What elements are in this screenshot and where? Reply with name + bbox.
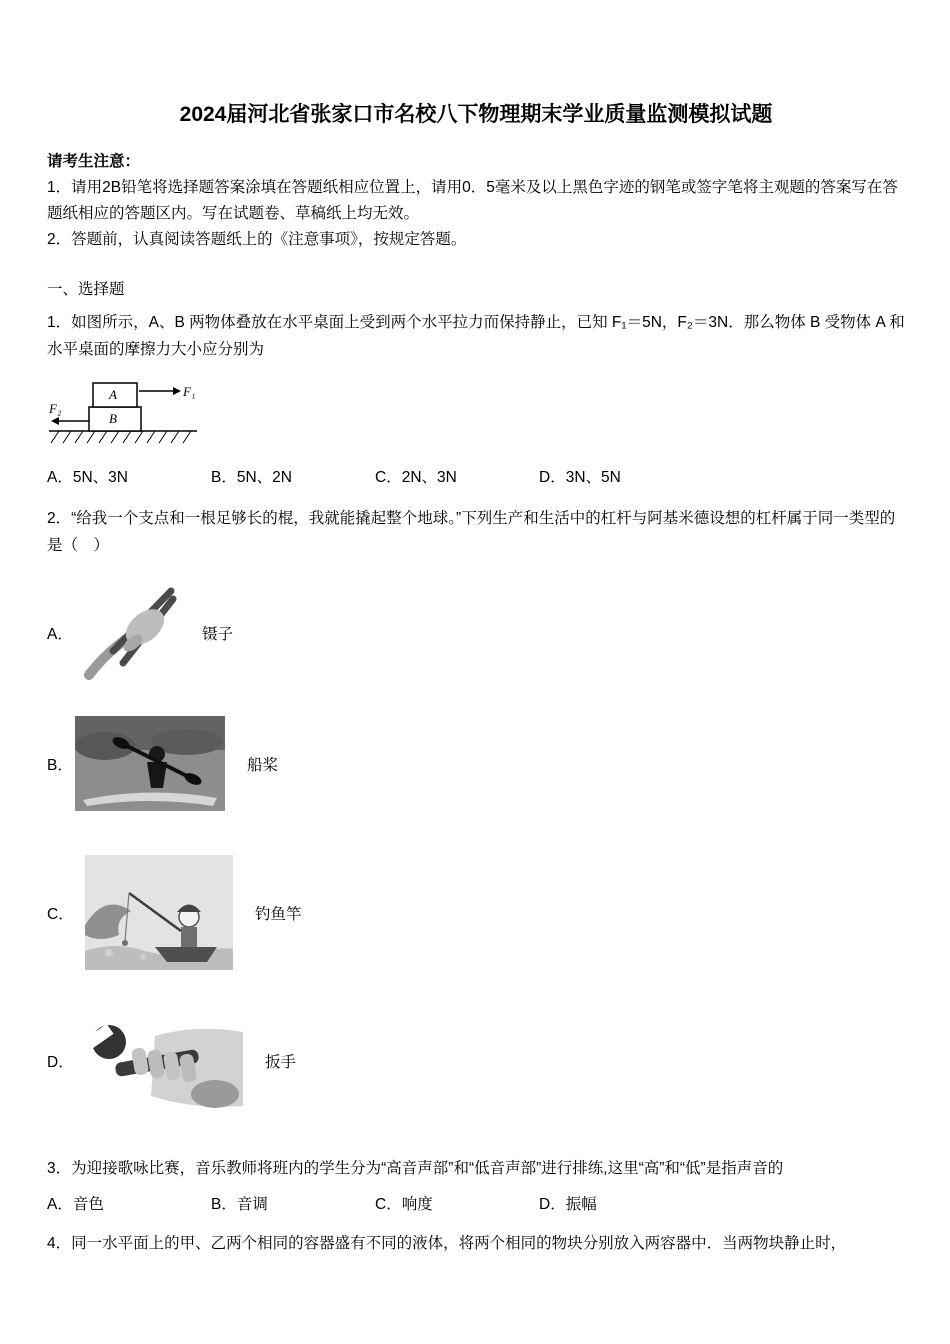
block-a-label: A <box>109 387 117 403</box>
q2-option-b <box>47 716 905 811</box>
question-4-text: 4．同一水平面上的甲、乙两个相同的容器盛有不同的液体，将两个相同的物块分别放入两容器中．当两物块静止时， <box>47 1235 847 1253</box>
stacked-blocks-diagram <box>47 373 205 455</box>
q2-option-a-label: A． <box>47 625 73 643</box>
q1-option-d: D．3N、5N <box>539 469 621 487</box>
q3-option-b: B．音调 <box>211 1196 268 1214</box>
notice-item-2: 2．答题前，认真阅读答题纸上的《注意事项》，按规定答题。 <box>47 231 467 249</box>
kayak-oar-image <box>75 716 225 811</box>
q2-option-d-caption: 扳手 <box>265 1053 297 1071</box>
section-heading-multiple-choice: 一、选择题 <box>47 281 125 299</box>
fishing-illustration <box>85 855 233 970</box>
tweezers-image <box>75 585 180 680</box>
q2-option-b-caption: 船桨 <box>247 756 279 774</box>
q2-option-c-caption: 钓鱼竿 <box>255 905 302 923</box>
wrench-illustration <box>75 1008 243 1113</box>
question-2-text: 2．“给我一个支点和一根足够长的棍，我就能撬起整个地球。”下列生产和生活中的杠杆与阿基米德设想的杠杆属于同一类型的是（ ） <box>47 510 896 555</box>
q2-option-a-caption: 镊子 <box>202 625 234 643</box>
q2-option-d <box>47 1008 905 1113</box>
q1-option-b: B．5N、2N <box>211 469 292 487</box>
q3-options <box>47 1192 905 1218</box>
q2-option-b-label: B． <box>47 756 73 774</box>
q1-option-c: C．2N、3N <box>375 469 457 487</box>
notice-heading: 请考生注意： <box>47 153 141 171</box>
question-4 <box>47 1230 905 1257</box>
notice-item-1: 1．请用2B铅笔将选择题答案涂填在答题纸相应位置上，请用0．5毫米及以上黑色字迹的钢笔或签字笔将主观题的答案写在答题纸相应的答题区内。写在试题卷、草稿纸上均无效。 <box>47 179 898 223</box>
f2-arrowhead <box>51 417 59 425</box>
exam-title: 2024届河北省张家口市名校八下物理期末学业质量监测模拟试题 <box>179 103 773 126</box>
question-1 <box>47 309 905 491</box>
q1-force-diagram <box>47 373 905 455</box>
question-3 <box>47 1155 905 1218</box>
f1-arrowhead <box>173 387 181 395</box>
q1-option-a: A．5N、3N <box>47 469 128 487</box>
fishing-rod-image <box>85 855 233 970</box>
question-2 <box>47 505 905 1113</box>
q3-option-a: A．音色 <box>47 1196 104 1214</box>
question-1-text: 1．如图所示，A、B 两物体叠放在水平桌面上受到两个水平拉力而保持静止，已知 F₁＝5N，F₂＝3N．那么物体 B 受物体 A 和水平桌面的摩擦力大小应分别为 <box>47 314 905 359</box>
q1-options <box>47 465 905 491</box>
ground-hatching <box>51 431 191 443</box>
q2-option-c <box>47 855 905 970</box>
q2-option-a <box>47 585 905 680</box>
question-3-text: 3．为迎接歌咏比赛，音乐教师将班内的学生分为“高音声部”和“低音声部”进行排练,这里“高”和“低”是指声音的 <box>47 1160 784 1178</box>
kayak-illustration <box>75 716 225 811</box>
q2-option-d-label: D． <box>47 1053 74 1071</box>
q3-option-c: C．响度 <box>375 1196 433 1214</box>
tweezers-illustration <box>75 585 180 680</box>
block-b-label: B <box>109 411 117 427</box>
candidate-notice <box>47 149 905 253</box>
f1-label: F₁ <box>183 384 196 400</box>
f2-label: F₂ <box>49 401 62 417</box>
wrench-image <box>75 1008 243 1113</box>
q2-option-c-label: C． <box>47 905 74 923</box>
q3-option-d: D．振幅 <box>539 1196 597 1214</box>
